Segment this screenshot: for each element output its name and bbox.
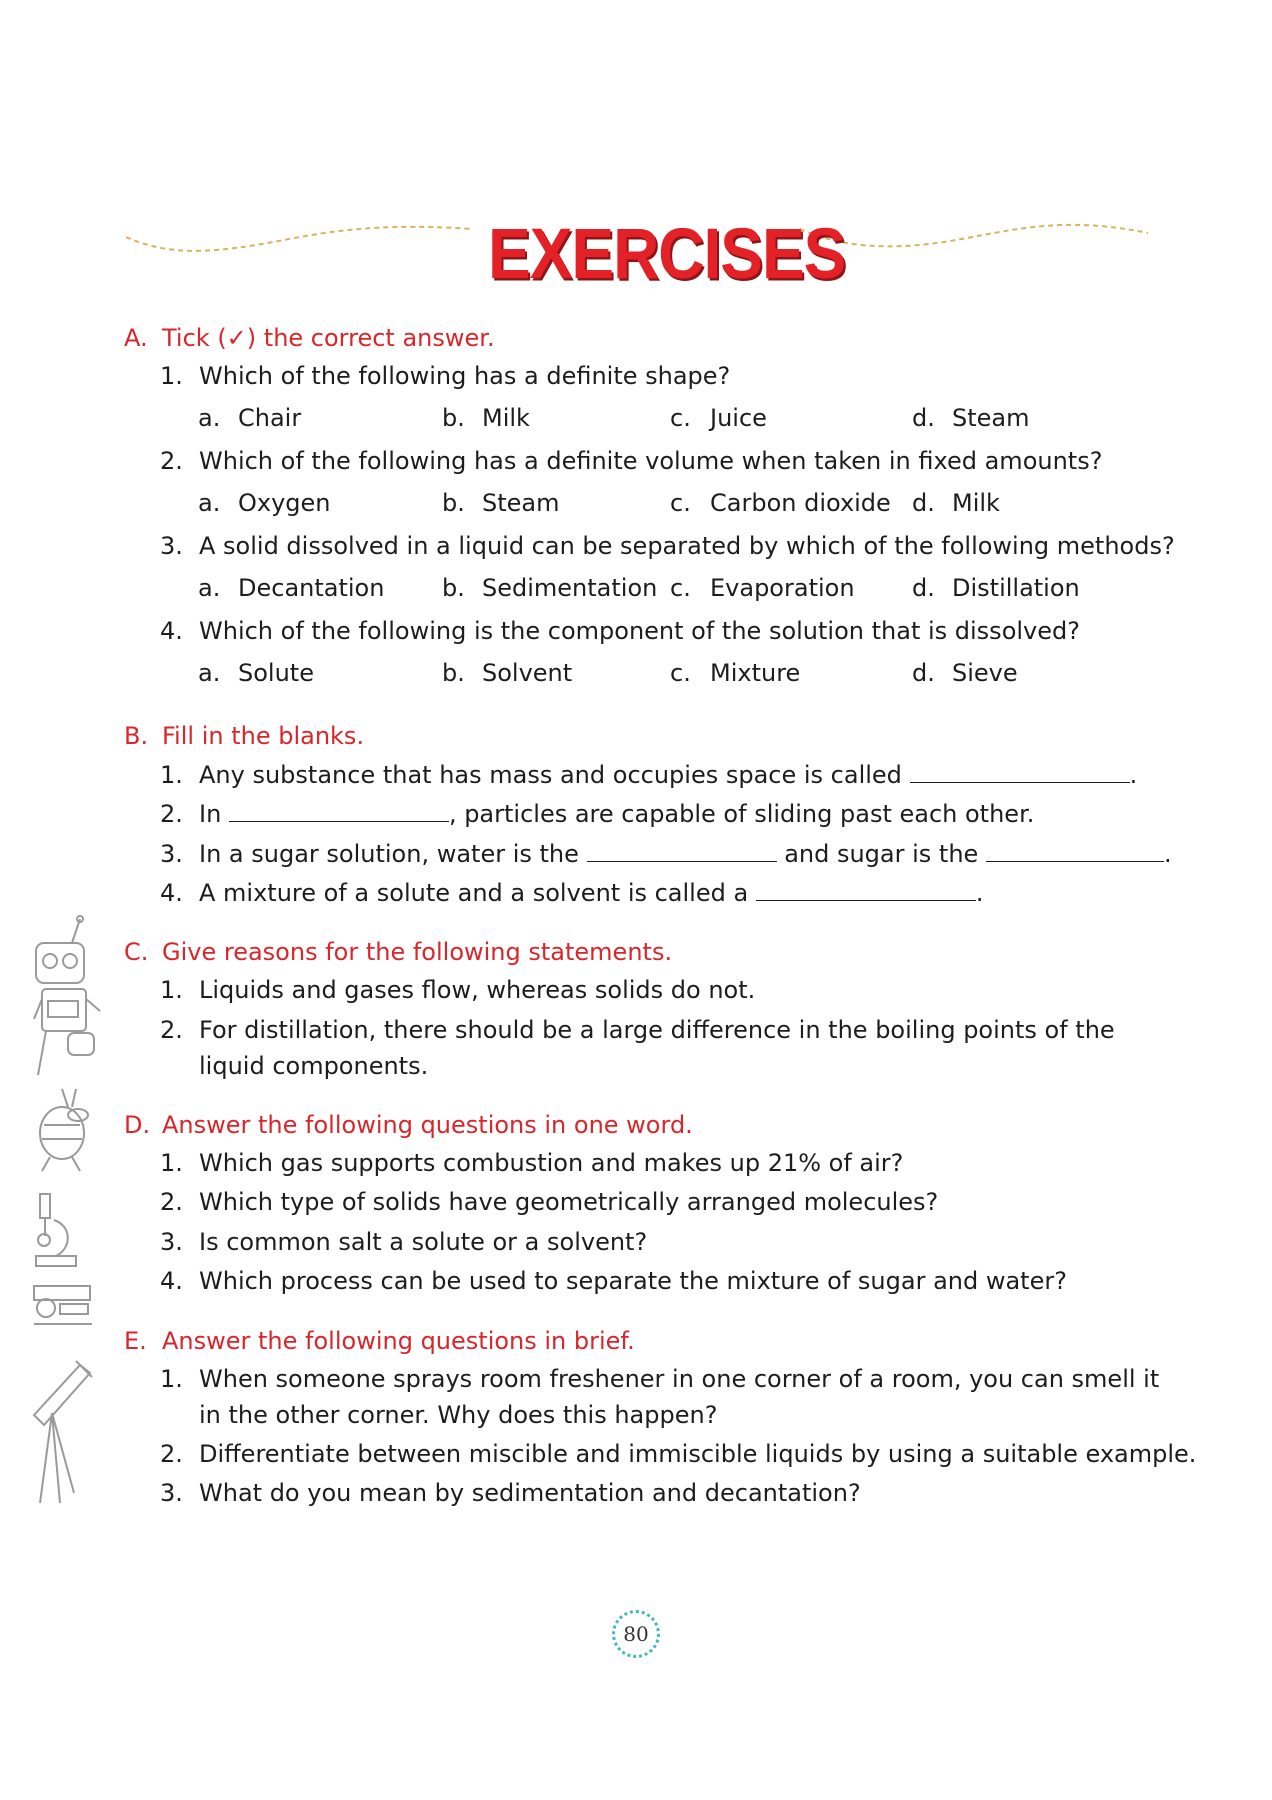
option-d[interactable]: d. Distillation — [912, 574, 1080, 602]
question-d3: 3. Is common salt a solute or a solvent? — [160, 1228, 648, 1256]
section-b-heading: B. Fill in the blanks. — [124, 722, 365, 750]
answer-blank[interactable] — [910, 756, 1130, 783]
question-b1: 1. Any substance that has mass and occupies space is called . — [160, 756, 1137, 793]
option-b[interactable]: b. Sedimentation — [442, 574, 658, 602]
page-number: 80 — [612, 1610, 660, 1658]
question-d2: 2. Which type of solids have geometrically arranged molecules? — [160, 1188, 939, 1216]
answer-blank[interactable] — [229, 795, 449, 822]
question-b4: 4. A mixture of a solute and a solvent is called a . — [160, 874, 983, 911]
option-d[interactable]: d. Sieve — [912, 659, 1018, 687]
question-e2: 2. Differentiate between miscible and immiscible liquids by using a suitable example. — [160, 1440, 1197, 1468]
right-wavy-line — [800, 215, 1148, 255]
question-a1: 1. Which of the following has a definite shape? — [160, 362, 731, 390]
option-b[interactable]: b. Steam — [442, 489, 560, 517]
option-a[interactable]: a. Decantation — [198, 574, 385, 602]
microscope-icon — [32, 1190, 82, 1270]
option-c[interactable]: c. Carbon dioxide — [670, 489, 891, 517]
answer-blank[interactable] — [587, 835, 777, 862]
telescope-icon — [32, 1355, 94, 1505]
bee-icon — [32, 1085, 92, 1173]
question-a3: 3. A solid dissolved in a liquid can be separated by which of the following methods? — [160, 532, 1175, 560]
option-d[interactable]: d. Steam — [912, 404, 1030, 432]
option-b[interactable]: b. Milk — [442, 404, 530, 432]
option-c[interactable]: c. Evaporation — [670, 574, 855, 602]
question-b3: 3. In a sugar solution, water is the and sugar is the . — [160, 835, 1172, 872]
question-d1: 1. Which gas supports combustion and makes up 21% of air? — [160, 1149, 904, 1177]
option-c[interactable]: c. Juice — [670, 404, 767, 432]
answer-blank[interactable] — [756, 874, 976, 901]
page-title: EXERCISES — [488, 213, 846, 294]
question-a2: 2. Which of the following has a definite volume when taken in fixed amounts? — [160, 447, 1103, 475]
option-c[interactable]: c. Mixture — [670, 659, 801, 687]
option-a[interactable]: a. Chair — [198, 404, 302, 432]
question-c2: 2. For distillation, there should be a large difference in the boiling points of the liquid components. — [160, 1016, 1115, 1080]
robot-icon — [32, 915, 104, 1075]
option-b[interactable]: b. Solvent — [442, 659, 573, 687]
question-c1: 1. Liquids and gases flow, whereas solids do not. — [160, 976, 756, 1004]
question-a4: 4. Which of the following is the component of the solution that is dissolved? — [160, 617, 1080, 645]
answer-blank[interactable] — [986, 835, 1164, 862]
section-d-heading: D. Answer the following questions in one word. — [124, 1111, 693, 1139]
section-c-heading: C. Give reasons for the following statements. — [124, 938, 673, 966]
question-e3: 3. What do you mean by sedimentation and decantation? — [160, 1479, 861, 1507]
question-e1: 1. When someone sprays room freshener in one corner of a room, you can smell it in the other corner. Why does this happen? — [160, 1365, 1160, 1429]
question-d4: 4. Which process can be used to separate the mixture of sugar and water? — [160, 1267, 1067, 1295]
section-e-heading: E. Answer the following questions in brief. — [124, 1327, 635, 1355]
question-b2: 2. In , particles are capable of sliding past each other. — [160, 795, 1034, 832]
option-a[interactable]: a. Solute — [198, 659, 314, 687]
balance-icon — [32, 1280, 94, 1334]
option-d[interactable]: d. Milk — [912, 489, 1000, 517]
option-a[interactable]: a. Oxygen — [198, 489, 331, 517]
left-wavy-line — [126, 215, 472, 255]
section-a-heading: A. Tick (✓) the correct answer. — [124, 324, 495, 352]
